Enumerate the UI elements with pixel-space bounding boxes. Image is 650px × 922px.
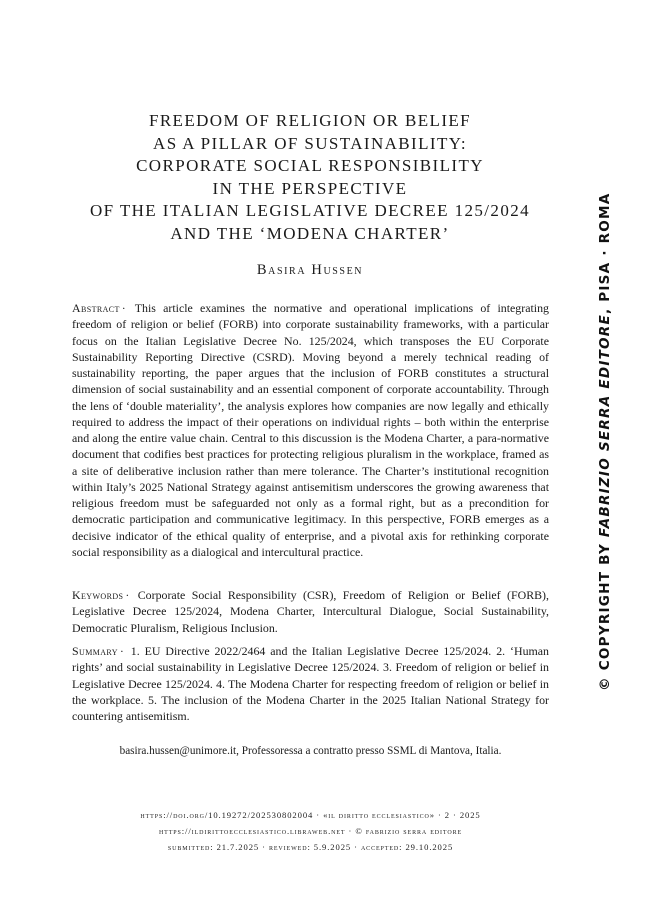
copyright-publisher: FABRIZIO SERRA EDITORE bbox=[597, 314, 613, 538]
keywords-separator: · bbox=[125, 588, 130, 602]
title-line-3: CORPORATE SOCIAL RESPONSIBILITY bbox=[136, 156, 484, 176]
title-line-2: AS A PILLAR OF SUSTAINABILITY: bbox=[153, 133, 467, 153]
title-line-6: AND THE ‘MODENA CHARTER’ bbox=[170, 223, 450, 243]
footer-website-line: https://ildirittoecclesiastico.libraweb.net · © fabrizio serra editore bbox=[158, 826, 463, 836]
title-line-5: OF THE ITALIAN LEGISLATIVE DECREE 125/2024 bbox=[89, 201, 531, 221]
summary-label: Summary bbox=[72, 644, 118, 658]
abstract-label: Abstract bbox=[72, 301, 120, 315]
summary bbox=[72, 643, 549, 724]
summary-text: 1. EU Directive 2022/2464 and the Italian Legislative Decree 125/2024. 2. ‘Human rights’ and social sustainability in Legislative Decree 125/2024. 3. Freedom of religion or belief in Legislative Decree 125/2024. 4. The Modena Charter for respecting freedom of religion or belief in the workplace. 5. The inclusion of the Modena Charter in the 2025 Italian National Strategy for countering antisemitism. bbox=[72, 644, 549, 723]
article-title bbox=[60, 110, 560, 246]
author-affiliation: basira.hussen@unimore.it, Professoressa a contratto presso SSML di Mantova, Italia. bbox=[119, 745, 502, 757]
copyright-prefix: © COPYRIGHT BY bbox=[597, 537, 613, 691]
footer-doi-line: https://doi.org/10.19272/202530802004 · «il diritto ecclesiastico» · 2 · 2025 bbox=[140, 810, 481, 820]
title-line-4: IN THE PERSPECTIVE bbox=[212, 178, 408, 198]
keywords bbox=[72, 587, 549, 636]
footer-dates-line: submitted: 21.7.2025 · reviewed: 5.9.2025 · accepted: 29.10.2025 bbox=[167, 842, 454, 852]
abstract-text: This article examines the normative and operational implications of integrating freedom of religion or belief (FORB) into corporate sustainability frameworks, with a particular focus on the Italian Legislative Decree No. 125/2024, which transposes the EU Corporate Sustainability Reporting Directive (CSRD). Moving beyond a merely technical reading of sustainability reporting, the paper argues that the inclusion of FORB constitutes a structural dimension of social sustainability and an essential component of corporate accountability. Through the lens of ‘double materiality’, the analysis explores how companies are now legally and ethically required to address the impact of their operations on individual rights – both within the enterprise and along the entire value chain. Central to this discussion is the Modena Charter, a para-normative document that codifies best practices for protecting religious pluralism in the workplace, framed as a site of deliberative inclusion rather than mere tolerance. The Charter’s institutional recognition within Italy’s 2025 National Strategy against antisemitism underscores the growing awareness that religious freedom must be safeguarded not only as a formal right, but as a precondition for democratic participation and communicative legitimacy. In this perspective, FORB emerges as a decisive indicator of the ethical quality of enterprise, and a pivotal axis for rethinking corporate social responsibility as a dialogical and intercultural practice. bbox=[72, 301, 549, 559]
copyright-notice bbox=[597, 192, 617, 691]
abstract bbox=[72, 300, 549, 560]
keywords-label: Keywords bbox=[72, 588, 124, 602]
copyright-suffix: , PISA · ROMA bbox=[597, 192, 613, 315]
author-name: Basira Hussen bbox=[256, 262, 364, 278]
keywords-text: Corporate Social Responsibility (CSR), Freedom of Religion or Belief (FORB), Legislative Decree 125/2024, Modena Charter, Intercultural Dialogue, Social Sustainability, Democratic Pluralism, Religious Inclusion. bbox=[72, 588, 549, 635]
summary-separator: · bbox=[119, 644, 124, 658]
title-line-1: FREEDOM OF RELIGION OR BELIEF bbox=[148, 111, 472, 130]
abstract-separator: · bbox=[121, 301, 126, 315]
